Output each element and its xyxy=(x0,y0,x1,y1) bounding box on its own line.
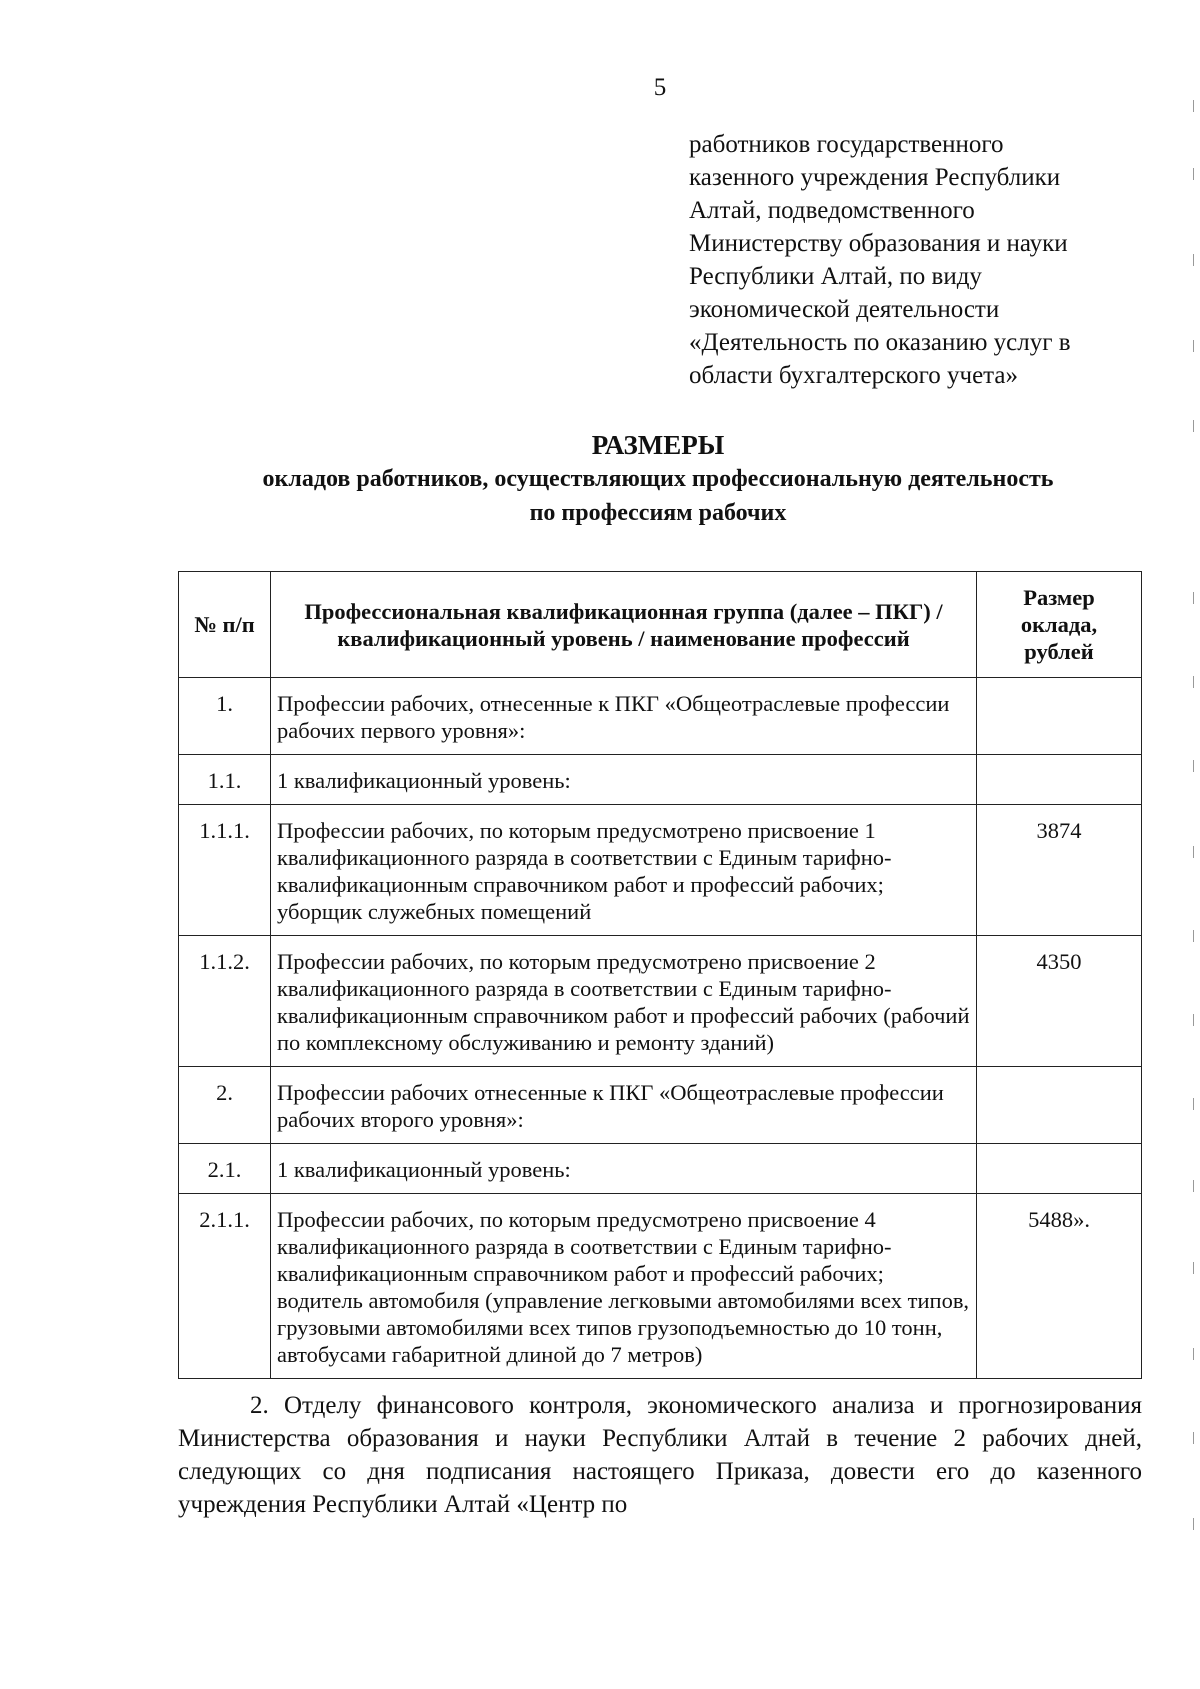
addressee-line: экономической деятельности xyxy=(689,296,1000,323)
row-num: 2.1.1. xyxy=(179,1194,271,1379)
header-num: № п/п xyxy=(179,572,271,678)
row-name: 1 квалификационный уровень: xyxy=(271,1144,977,1194)
table-row xyxy=(179,755,1142,805)
row-value xyxy=(977,1144,1142,1194)
row-name: Профессии рабочих, по которым предусмотрено присвоение 1 квалификационного разряда в соответствии с Единым тарифно-квалификационным справочником работ и профессий рабочих; уборщик служебных помещений xyxy=(271,805,977,936)
table-row xyxy=(179,1194,1142,1379)
row-name: Профессии рабочих, отнесенные к ПКГ «Общеотраслевые профессии рабочих первого уровня»: xyxy=(271,678,977,755)
row-num: 2. xyxy=(179,1067,271,1144)
row-num: 1.1.2. xyxy=(179,936,271,1067)
row-num: 1.1. xyxy=(179,755,271,805)
row-value: 4350 xyxy=(977,936,1142,1067)
page-number: 5 xyxy=(653,74,667,101)
addressee-line: «Деятельность по оказанию услуг в xyxy=(689,329,1071,356)
closing-text: 2. Отделу финансового контроля, экономического анализа и прогнозирования Министерства образования и науки Республики Алтай в течение 2 рабочих дней, следующих со дня подписания настоящего Приказа, довести его до казенного учреждения Республики Алтай «Центр по xyxy=(178,1392,1142,1518)
row-num: 1. xyxy=(179,678,271,755)
addressee-line: работников государственного xyxy=(689,131,1004,158)
addressee-line: Министерству образования и науки xyxy=(689,230,1068,257)
table-row xyxy=(179,805,1142,936)
row-num: 1.1.1. xyxy=(179,805,271,936)
document-title xyxy=(178,428,1138,530)
row-num: 2.1. xyxy=(179,1144,271,1194)
salary-table xyxy=(178,571,1142,1379)
closing-paragraph xyxy=(178,1389,1142,1521)
title-line: по профессиям рабочих xyxy=(529,500,787,526)
row-value xyxy=(977,755,1142,805)
header-value: Размер оклада, рублей xyxy=(977,572,1142,678)
table-row xyxy=(179,1067,1142,1144)
table-row xyxy=(179,1144,1142,1194)
header-name: Профессиональная квалификационная группа (далее – ПКГ) / квалификационный уровень / наименование профессий xyxy=(271,572,977,678)
addressee-line: Алтай, подведомственного xyxy=(689,197,975,224)
table-row xyxy=(179,678,1142,755)
row-value xyxy=(977,1067,1142,1144)
table-header-row xyxy=(179,572,1142,678)
addressee-line: Республики Алтай, по виду xyxy=(689,263,982,290)
row-name: Профессии рабочих, по которым предусмотрено присвоение 4 квалификационного разряда в соответствии с Единым тарифно-квалификационным справочником работ и профессий рабочих; водитель автомобиля (управление легковыми автомобилями всех типов, грузовыми автомобилями всех типов грузоподъемностью до 10 тонн, автобусами габаритной длиной до 7 метров) xyxy=(271,1194,977,1379)
table-row xyxy=(179,936,1142,1067)
addressee-line: казенного учреждения Республики xyxy=(689,164,1061,191)
row-value: 3874 xyxy=(977,805,1142,936)
row-name: Профессии рабочих, по которым предусмотрено присвоение 2 квалификационного разряда в соответствии с Единым тарифно-квалификационным справочником работ и профессий рабочих (рабочий по комплексному обслуживанию и ремонту зданий) xyxy=(271,936,977,1067)
row-value: 5488». xyxy=(977,1194,1142,1379)
row-name: Профессии рабочих отнесенные к ПКГ «Общеотраслевые профессии рабочих второго уровня»: xyxy=(271,1067,977,1144)
addressee-block xyxy=(689,128,1129,392)
addressee-line: области бухгалтерского учета» xyxy=(689,362,1019,389)
row-value xyxy=(977,678,1142,755)
title-main: РАЗМЕРЫ xyxy=(591,430,725,460)
title-line: окладов работников, осуществляющих профессиональную деятельность xyxy=(262,466,1054,492)
row-name: 1 квалификационный уровень: xyxy=(271,755,977,805)
